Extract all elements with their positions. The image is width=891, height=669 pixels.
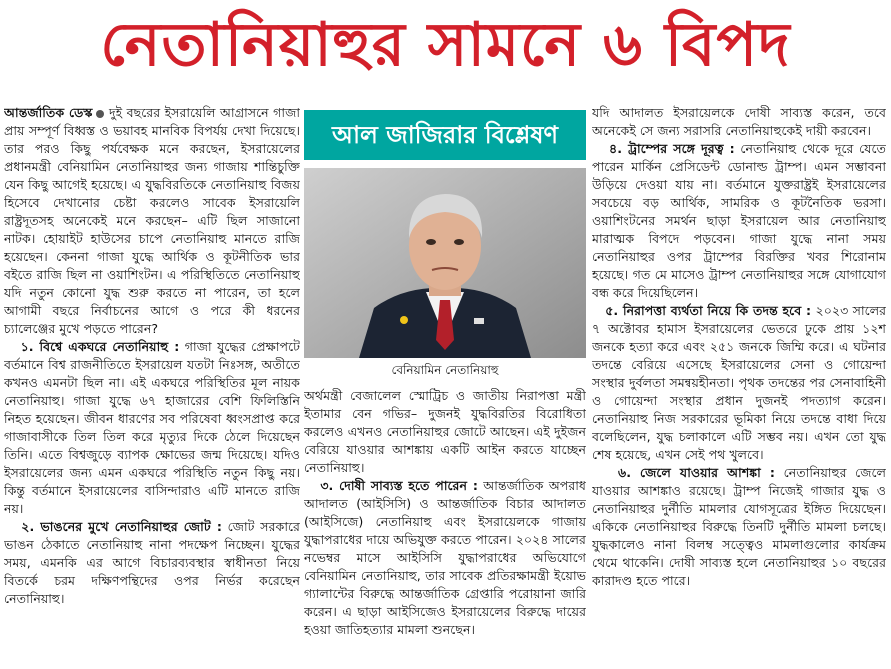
- analysis-banner: আল জাজিরার বিশ্লেষণ: [304, 110, 586, 160]
- section-3-body: আন্তর্জাতিক অপরাধ আদালত (আইসিসি) ও আন্তর্জাতিক বিচার আদালত (আইসিজে) নেতানিয়াহু এবং ইসরায়েলকে গাজায় যুদ্ধাপরাধের দায়ে অভিযুক্ত করতে পারেন। ২০২৪ সালের নভেম্বর মাসে আইসিসি যুদ্ধাপরাধের অভিযোগে বেনিয়ামিন নেতানিয়াহু, তার সাবেক প্রতিরক্ষামন্ত্রী ইয়োভ গ্যালান্টের বিরুদ্ধে আন্তর্জাতিক গ্রেপ্তারি পরোয়ানা জারি করেন। এ ছাড়া আইসিজেও ইসরায়েলের বিরুদ্ধে দায়ের হওয়া জাতিহত্যার মামলা শুনছেন।: [304, 478, 586, 637]
- section-5-title: ৫. নিরাপত্তা ব্যর্থতা নিয়ে কি তদন্ত হবে :: [605, 303, 812, 318]
- column-right: [592, 104, 886, 667]
- section-5-body: ২০২৩ সালের ৭ অক্টোবর হামাস ইসরায়েলের ভেতরে ঢুকে প্রায় ১২শ জনকে হত্যা করে এবং ২৫১ জনকে জিম্মি করে। এ ঘটনার তদন্তে বেরিয়ে এসেছে ইসরায়েলের সেনা ও গোয়েন্দা সংস্থার দুর্বলতা সমন্বয়হীনতা। পৃথক তদন্তের পর সেনাবাহিনী ও গোয়েন্দা সংস্থার প্রধান দুজনই পদত্যাগ করেন। নেতানিয়াহু নিজ সরকারের ভূমিকা নিয়ে তদন্তে বাধা দিয়ে বলেছিলেন, যুদ্ধ চলাকালে এটি সম্ভব নয়। এখন তো যুদ্ধ শেষ হয়েছে, এখন সেই পথ খুলবে।: [592, 303, 886, 462]
- column-left: [4, 104, 300, 667]
- section-1-body: গাজা যুদ্ধের প্রেক্ষাপটে বর্তমানে বিশ্ব রাজনীতিতে ইসরায়েল যতটা নিঃসঙ্গ, অতীতে কখনও এমনটা ছিল না। এই একঘরে পরিস্থিতির মূল নায়ক নেতানিয়াহু। গাজা যুদ্ধে ৬৭ হাজারের বেশি ফিলিস্তিনি নিহত হয়েছেন। জীবন ধারণের সব পরিষেবা ধ্বংসপ্রাপ্ত করে গাজাবাসীকে তিল তিল করে মৃত্যুর দিকে ঠেলে দিয়েছেন তিনি। এতে বিশ্বজুড়ে ব্যাপক ক্ষোভের জন্ম দিয়েছে। যদিও ইসরায়েলের জন্য এমন একঘরে পরিস্থিতি নতুন কিছু নয়। কিন্তু বর্তমানে ইসরায়েলের বাসিন্দারাও এটি মানতে রাজি নয়।: [4, 339, 300, 516]
- column-2-continuation: অর্থমন্ত্রী বেজালেল স্মোট্রিচ ও জাতীয় নিরাপত্তা মন্ত্রী ইতামার বেন গভির– দুজনই যুদ্ধবিরতির বিরোধিতা করলেও এখনও নেতানিয়াহুর জোটে আছেন। এই দুইজন বেরিয়ে যাওয়ার আশঙ্কায় একটি আইন করতে যাচ্ছেন নেতানিয়াহু।: [304, 388, 586, 475]
- photo-caption: বেনিয়ামিন নেতানিয়াহু: [391, 363, 499, 377]
- section-3-title: ৩. দোষী সাব্যস্ত হতে পারেন :: [320, 478, 478, 493]
- column-middle: [304, 104, 586, 667]
- desk-label: আন্তর্জাতিক ডেস্ক: [4, 105, 93, 120]
- section-4-title: ৪. ট্রাম্পের সঙ্গে দূরত্ব :: [609, 141, 735, 156]
- section-1-title: ১. বিশ্বে একঘরে নেতানিয়াহু :: [20, 339, 180, 354]
- bullet-dot-icon: [96, 110, 104, 118]
- section-2-title: ২. ভাঙনের মুখে নেতানিয়াহুর জোট :: [21, 519, 222, 534]
- section-6-title: ৬. জেলে যাওয়ার আশঙ্কা :: [618, 465, 775, 480]
- netanyahu-photo: [304, 168, 586, 358]
- section-2-body: জোট সরকারে ভাঙন ঠেকাতে নেতানিয়াহু নানা পদক্ষেপ নিচ্ছেন। যুদ্ধের সময়, এমনকি এর আগে বিচারব্যবস্থার স্বাধীনতা নিয়ে বিতর্কে চরম দক্ষিণপন্থিদের ওপর নির্ভর করেছেন নেতানিয়াহু।: [4, 519, 300, 606]
- column-3-continuation: যদি আদালত ইসরায়েলকে দোষী সাব্যস্ত করেন, তবে অনেকেই সে জন্য সরাসরি নেতানিয়াহুকেই দায়ী করবেন।: [592, 105, 886, 138]
- intro-text: দুই বছরের ইসরায়েলি আগ্রাসনে গাজা প্রায় সম্পূর্ণ বিধ্বস্ত ও ভয়াবহ মানবিক বিপর্যয় দেখা দিয়েছে। তার পরও কিছু পর্যবেক্ষক মনে করছেন, ইসরায়েলের প্রধানমন্ত্রী বেনিয়ামিন নেতানিয়াহুর জন্য গাজায় শান্তিচুক্তি যেন কিছু আগেই হয়েছে। এ যুদ্ধবিরতিকে নেতানিয়াহু বিজয় হিসেবে দেখানোর চেষ্টা করলেও সাবেক ইসরায়েলি রাষ্ট্রদূতসহ অনেকেই মনে করছেন– এটি ছিল সাজানো নাটক। হোয়াইট হাউসের চাপে নেতানিয়াহু মানতে রাজি হয়েছেন। কেননা গাজা যুদ্ধে আর্থিক ও কূটনীতিক ভার বইতে রাজি ছিল না ওয়াশিংটন। এ পরিস্থিতিতে নেতানিয়াহু যদি নতুন কোনো যুদ্ধ শুরু করতে না পারেন, তা হলে আগামী বছরে নির্বাচনের আগে ও পরে কী ধরনের চ্যালেঞ্জের মুখে পড়তে পারেন?: [4, 105, 300, 336]
- section-6-body: নেতানিয়াহুর জেলে যাওয়ার আশঙ্কাও রয়েছে। ট্রাম্প নিজেই গাজার যুদ্ধ ও নেতানিয়াহুর দুর্নীতি মামলার যোগসূত্রের ইঙ্গিত দিয়েছেন। একিকে নেতানিয়াহুর বিরুদ্ধে তিনটি দুর্নীতি মামলা চলছে। যুদ্ধকালেও নানা বিলম্ব সত্ত্বেও মামলাগুলোর কার্যক্রম থেমে থাকেনি। দোষী সাব্যস্ত হলে নেতানিয়াহুর ১০ বছরের কারাদণ্ড হতে পারে।: [592, 465, 886, 588]
- headline: নেতানিয়াহুর সামনে ৬ বিপদ: [100, 10, 791, 80]
- section-4-body: নেতানিয়াহু থেকে দূরে যেতে পারেন মার্কিন প্রেসিডেন্ট ডোনাল্ড ট্রাম্প। এমন সম্ভাবনা উড়িয়ে দেওয়া যায় না। বর্তমানে যুক্তরাষ্ট্রই ইসরায়েলের সবচেয়ে বড় আর্থিক, সামরিক ও কূটনৈতিক ভরসা। ওয়াশিংটনের সমর্থন ছাড়া ইসরায়েল আর নেতানিয়াহু মারাত্মক বিপদে পড়বেন। গাজা যুদ্ধে নানা সময় নেতানিয়াহুর ওপর ট্রাম্পের বিরক্তির খবর শিরোনাম হয়েছে। গত মে মাসেও ট্রাম্প নেতানিয়াহুর সঙ্গে যোগাযোগ বন্ধ করে দিয়েছিলেন।: [592, 141, 886, 300]
